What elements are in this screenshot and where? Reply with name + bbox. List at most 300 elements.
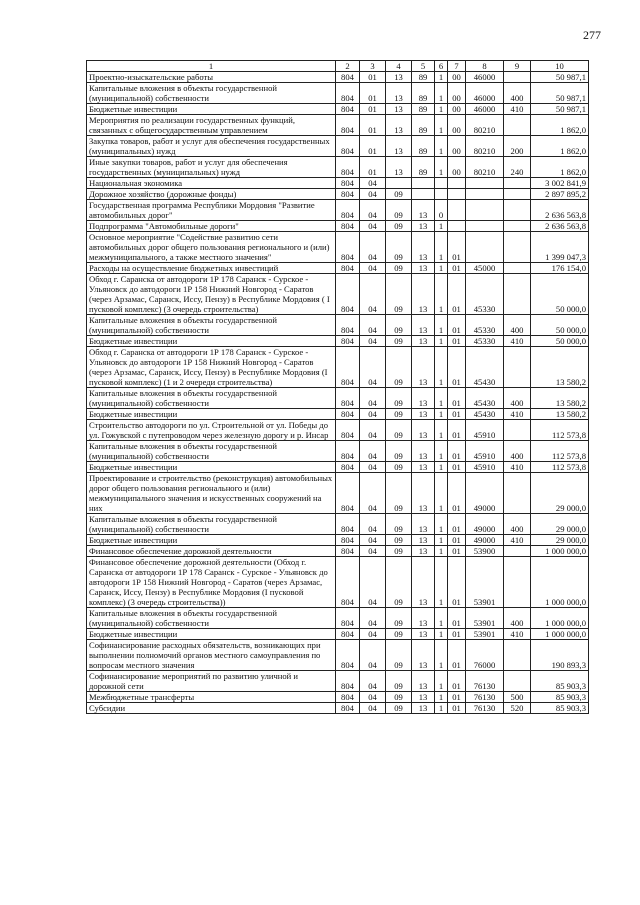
code-program: 13 — [412, 274, 435, 315]
code-subsection: 09 — [386, 692, 412, 703]
amount: 3 002 841,9 — [531, 178, 589, 189]
code-subprogram: 1 — [435, 388, 448, 409]
code-expense-type — [504, 671, 531, 692]
code-expense-type: 410 — [504, 409, 531, 420]
code-subprogram: 1 — [435, 72, 448, 83]
code-direction: 45330 — [466, 315, 504, 336]
amount: 1 862,0 — [531, 136, 589, 157]
code-subsection: 09 — [386, 640, 412, 671]
code-subsection: 09 — [386, 420, 412, 441]
code-ministry: 804 — [336, 83, 360, 104]
code-section: 04 — [360, 640, 386, 671]
code-direction: 45330 — [466, 336, 504, 347]
code-expense-type: 400 — [504, 315, 531, 336]
code-direction: 76130 — [466, 692, 504, 703]
code-subsection: 09 — [386, 462, 412, 473]
code-event — [448, 221, 466, 232]
code-section: 04 — [360, 557, 386, 608]
code-program: 13 — [412, 473, 435, 514]
col-header-4: 4 — [386, 61, 412, 72]
code-event: 01 — [448, 671, 466, 692]
code-direction: 45430 — [466, 409, 504, 420]
code-program: 89 — [412, 157, 435, 178]
code-expense-type: 240 — [504, 157, 531, 178]
code-event: 01 — [448, 692, 466, 703]
row-name: Строительство автодороги по ул. Строительной от ул. Победы до ул. Гожувской с путепроводом через железную дорогу и р. Инсар — [87, 420, 336, 441]
code-event: 00 — [448, 104, 466, 115]
amount: 29 000,0 — [531, 535, 589, 546]
amount: 176 154,0 — [531, 263, 589, 274]
code-subsection: 13 — [386, 136, 412, 157]
table-row — [87, 703, 589, 714]
code-section: 04 — [360, 274, 386, 315]
code-ministry: 804 — [336, 189, 360, 200]
table-row — [87, 671, 589, 692]
code-subsection: 09 — [386, 409, 412, 420]
amount: 50 000,0 — [531, 315, 589, 336]
row-name: Капитальные вложения в объекты государственной (муниципальной) собственности — [87, 83, 336, 104]
row-name: Дорожное хозяйство (дорожные фонды) — [87, 189, 336, 200]
code-program: 13 — [412, 671, 435, 692]
table-row — [87, 546, 589, 557]
code-ministry: 804 — [336, 178, 360, 189]
code-ministry: 804 — [336, 221, 360, 232]
code-subprogram: 1 — [435, 640, 448, 671]
code-subsection: 09 — [386, 535, 412, 546]
amount: 13 580,2 — [531, 347, 589, 388]
code-expense-type — [504, 221, 531, 232]
code-ministry: 804 — [336, 441, 360, 462]
code-section: 04 — [360, 462, 386, 473]
code-subsection: 09 — [386, 473, 412, 514]
header-row — [87, 61, 589, 72]
row-name: Основное мероприятие "Содействие развитию сети автомобильных дорог общего пользования регионального и (или) межмуниципального, а также местного значения" — [87, 232, 336, 263]
code-expense-type — [504, 263, 531, 274]
code-ministry: 804 — [336, 72, 360, 83]
code-expense-type: 400 — [504, 441, 531, 462]
table-row — [87, 104, 589, 115]
code-program: 89 — [412, 115, 435, 136]
table-row — [87, 514, 589, 535]
amount: 112 573,8 — [531, 462, 589, 473]
code-program: 13 — [412, 462, 435, 473]
code-section: 04 — [360, 420, 386, 441]
code-subprogram: 1 — [435, 232, 448, 263]
code-expense-type — [504, 640, 531, 671]
code-section: 04 — [360, 336, 386, 347]
code-program: 13 — [412, 420, 435, 441]
code-ministry: 804 — [336, 200, 360, 221]
code-expense-type — [504, 546, 531, 557]
code-program: 13 — [412, 441, 435, 462]
table-row — [87, 72, 589, 83]
code-subprogram: 1 — [435, 462, 448, 473]
amount: 1 000 000,0 — [531, 608, 589, 629]
code-direction: 53901 — [466, 557, 504, 608]
code-program: 13 — [412, 557, 435, 608]
code-program: 13 — [412, 232, 435, 263]
amount: 29 000,0 — [531, 473, 589, 514]
code-ministry: 804 — [336, 546, 360, 557]
code-event: 01 — [448, 703, 466, 714]
amount: 85 903,3 — [531, 703, 589, 714]
amount: 50 000,0 — [531, 274, 589, 315]
code-subsection: 09 — [386, 274, 412, 315]
table-row — [87, 535, 589, 546]
code-ministry: 804 — [336, 462, 360, 473]
code-event — [448, 200, 466, 221]
row-name: Бюджетные инвестиции — [87, 629, 336, 640]
code-program: 89 — [412, 83, 435, 104]
code-subprogram: 1 — [435, 535, 448, 546]
code-program: 89 — [412, 104, 435, 115]
code-ministry: 804 — [336, 104, 360, 115]
code-ministry: 804 — [336, 136, 360, 157]
table-row — [87, 136, 589, 157]
code-subsection: 09 — [386, 671, 412, 692]
row-name: Софинансирование расходных обязательств, возникающих при выполнении полномочий органов местного самоуправления по вопросам местного значения — [87, 640, 336, 671]
row-name: Расходы на осуществление бюджетных инвестиций — [87, 263, 336, 274]
code-expense-type: 400 — [504, 514, 531, 535]
code-expense-type — [504, 557, 531, 608]
row-name: Межбюджетные трансферты — [87, 692, 336, 703]
code-program: 13 — [412, 388, 435, 409]
code-section: 04 — [360, 178, 386, 189]
code-subprogram: 1 — [435, 315, 448, 336]
code-section: 04 — [360, 409, 386, 420]
row-name: Государственная программа Республики Мордовия "Развитие автомобильных дорог" — [87, 200, 336, 221]
code-subprogram: 1 — [435, 104, 448, 115]
amount: 1 399 047,3 — [531, 232, 589, 263]
col-header-5: 5 — [412, 61, 435, 72]
code-ministry: 804 — [336, 671, 360, 692]
code-expense-type — [504, 274, 531, 315]
code-section: 04 — [360, 473, 386, 514]
code-subprogram — [435, 178, 448, 189]
code-section: 04 — [360, 347, 386, 388]
code-section: 04 — [360, 608, 386, 629]
code-subprogram: 1 — [435, 546, 448, 557]
code-program: 13 — [412, 200, 435, 221]
code-program: 13 — [412, 514, 435, 535]
code-direction — [466, 221, 504, 232]
code-direction — [466, 178, 504, 189]
code-subprogram: 1 — [435, 420, 448, 441]
code-expense-type — [504, 473, 531, 514]
col-header-10: 10 — [531, 61, 589, 72]
code-event: 01 — [448, 232, 466, 263]
code-expense-type — [504, 115, 531, 136]
code-ministry: 804 — [336, 347, 360, 388]
code-ministry: 804 — [336, 315, 360, 336]
row-name: Капитальные вложения в объекты государственной (муниципальной) собственности — [87, 608, 336, 629]
code-event: 01 — [448, 640, 466, 671]
code-subprogram: 1 — [435, 263, 448, 274]
code-ministry: 804 — [336, 692, 360, 703]
code-program: 89 — [412, 136, 435, 157]
code-subsection: 09 — [386, 336, 412, 347]
code-subsection: 09 — [386, 546, 412, 557]
code-direction: 45910 — [466, 462, 504, 473]
code-section: 04 — [360, 441, 386, 462]
code-direction: 46000 — [466, 83, 504, 104]
code-direction: 53900 — [466, 546, 504, 557]
table-row — [87, 157, 589, 178]
code-expense-type: 520 — [504, 703, 531, 714]
code-direction: 53901 — [466, 629, 504, 640]
code-ministry: 804 — [336, 232, 360, 263]
code-ministry: 804 — [336, 535, 360, 546]
code-ministry: 804 — [336, 608, 360, 629]
table-body — [87, 72, 589, 714]
code-event: 01 — [448, 347, 466, 388]
code-expense-type: 400 — [504, 83, 531, 104]
col-header-8: 8 — [466, 61, 504, 72]
code-direction — [466, 200, 504, 221]
code-ministry: 804 — [336, 388, 360, 409]
code-subsection: 09 — [386, 441, 412, 462]
table-row — [87, 200, 589, 221]
code-expense-type: 500 — [504, 692, 531, 703]
code-program: 13 — [412, 263, 435, 274]
code-expense-type: 400 — [504, 388, 531, 409]
page-number: 277 — [583, 28, 601, 42]
col-header-6: 6 — [435, 61, 448, 72]
row-name: Финансовое обеспечение дорожной деятельности (Обход г. Саранска от автодороги 1Р 178 Саранск - Сурское - Ульяновск до автодороги 1Р 158 Нижний Новгород - Саратов (через Арзамас, Саранск, Иссу, Пензу) в Республике Мордовия (I пусковой комплекс) (3 очередь строительства)) — [87, 557, 336, 608]
row-name: Проектирование и строительство (реконструкция) автомобильных дорог общего пользования регионального и (или) межмуниципального значения и искусственных сооружений на них — [87, 473, 336, 514]
amount: 2 897 895,2 — [531, 189, 589, 200]
amount: 1 862,0 — [531, 157, 589, 178]
row-name: Проектно-изыскательские работы — [87, 72, 336, 83]
code-program: 13 — [412, 629, 435, 640]
code-event: 00 — [448, 72, 466, 83]
code-expense-type — [504, 189, 531, 200]
row-name: Капитальные вложения в объекты государственной (муниципальной) собственности — [87, 514, 336, 535]
code-direction: 80210 — [466, 136, 504, 157]
code-subsection: 09 — [386, 514, 412, 535]
code-subprogram: 1 — [435, 347, 448, 388]
code-section: 04 — [360, 200, 386, 221]
amount: 1 862,0 — [531, 115, 589, 136]
table-row — [87, 557, 589, 608]
row-name: Национальная экономика — [87, 178, 336, 189]
code-event: 01 — [448, 629, 466, 640]
code-event: 00 — [448, 136, 466, 157]
code-direction: 45430 — [466, 347, 504, 388]
code-subsection: 13 — [386, 72, 412, 83]
code-section: 04 — [360, 703, 386, 714]
table-row — [87, 263, 589, 274]
code-ministry: 804 — [336, 557, 360, 608]
code-event: 01 — [448, 336, 466, 347]
code-direction: 76000 — [466, 640, 504, 671]
code-expense-type — [504, 420, 531, 441]
code-direction: 45330 — [466, 274, 504, 315]
code-expense-type: 410 — [504, 104, 531, 115]
code-expense-type — [504, 178, 531, 189]
amount: 2 636 563,8 — [531, 221, 589, 232]
table-row — [87, 409, 589, 420]
amount: 50 987,1 — [531, 104, 589, 115]
row-name: Обход г. Саранска от автодороги 1Р 178 Саранск - Сурское - Ульяновск до автодороги 1Р 158 Нижний Новгород - Саратов (через Арзамас, Саранск, Иссу, Пензу) в Республике Мордовия (I пусковой комплекс) (1 и 2 очереди строительства) — [87, 347, 336, 388]
code-program — [412, 189, 435, 200]
table-row — [87, 692, 589, 703]
code-program: 13 — [412, 546, 435, 557]
code-event: 01 — [448, 462, 466, 473]
row-name: Закупка товаров, работ и услуг для обеспечения государственных (муниципальных) нужд — [87, 136, 336, 157]
budget-table — [86, 60, 589, 714]
code-subsection — [386, 178, 412, 189]
code-subsection: 09 — [386, 232, 412, 263]
code-direction: 49000 — [466, 535, 504, 546]
code-program: 13 — [412, 336, 435, 347]
table-row — [87, 189, 589, 200]
code-program: 13 — [412, 221, 435, 232]
code-expense-type: 400 — [504, 608, 531, 629]
code-subsection: 09 — [386, 315, 412, 336]
col-header-2: 2 — [336, 61, 360, 72]
code-subsection: 09 — [386, 263, 412, 274]
col-header-7: 7 — [448, 61, 466, 72]
col-header-3: 3 — [360, 61, 386, 72]
code-subprogram: 1 — [435, 115, 448, 136]
table-row — [87, 629, 589, 640]
code-event: 01 — [448, 473, 466, 514]
code-event: 01 — [448, 409, 466, 420]
code-subsection: 09 — [386, 557, 412, 608]
amount: 112 573,8 — [531, 420, 589, 441]
code-section: 01 — [360, 115, 386, 136]
code-ministry: 804 — [336, 640, 360, 671]
code-subsection: 09 — [386, 221, 412, 232]
code-program: 13 — [412, 347, 435, 388]
code-expense-type: 410 — [504, 629, 531, 640]
code-subsection: 09 — [386, 703, 412, 714]
code-subprogram: 1 — [435, 514, 448, 535]
code-program: 13 — [412, 409, 435, 420]
amount: 50 000,0 — [531, 336, 589, 347]
code-section: 04 — [360, 221, 386, 232]
code-section: 04 — [360, 629, 386, 640]
code-direction: 80210 — [466, 115, 504, 136]
code-direction: 45000 — [466, 263, 504, 274]
code-direction: 46000 — [466, 72, 504, 83]
table-row — [87, 221, 589, 232]
code-ministry: 804 — [336, 157, 360, 178]
code-expense-type: 200 — [504, 136, 531, 157]
code-event: 01 — [448, 315, 466, 336]
table-row — [87, 336, 589, 347]
table-row — [87, 608, 589, 629]
table-row — [87, 441, 589, 462]
code-event: 01 — [448, 274, 466, 315]
table-row — [87, 388, 589, 409]
code-subsection: 13 — [386, 157, 412, 178]
code-subprogram: 1 — [435, 274, 448, 315]
table-row — [87, 347, 589, 388]
amount: 13 580,2 — [531, 409, 589, 420]
amount: 1 000 000,0 — [531, 557, 589, 608]
code-program — [412, 178, 435, 189]
code-ministry: 804 — [336, 473, 360, 514]
code-program: 13 — [412, 640, 435, 671]
code-section: 01 — [360, 104, 386, 115]
amount: 29 000,0 — [531, 514, 589, 535]
code-program: 89 — [412, 72, 435, 83]
amount: 50 987,1 — [531, 83, 589, 104]
code-event: 00 — [448, 157, 466, 178]
code-ministry: 804 — [336, 514, 360, 535]
code-subprogram: 1 — [435, 692, 448, 703]
row-name: Капитальные вложения в объекты государственной (муниципальной) собственности — [87, 441, 336, 462]
code-subprogram — [435, 189, 448, 200]
row-name: Мероприятия по реализации государственных функций, связанных с общегосударственным управлением — [87, 115, 336, 136]
table-row — [87, 115, 589, 136]
row-name: Бюджетные инвестиции — [87, 336, 336, 347]
code-section: 01 — [360, 136, 386, 157]
table-row — [87, 178, 589, 189]
code-subprogram: 1 — [435, 157, 448, 178]
code-ministry: 804 — [336, 629, 360, 640]
code-expense-type: 410 — [504, 535, 531, 546]
amount: 112 573,8 — [531, 441, 589, 462]
code-subsection: 09 — [386, 608, 412, 629]
amount: 13 580,2 — [531, 388, 589, 409]
code-direction: 45910 — [466, 441, 504, 462]
code-program: 13 — [412, 535, 435, 546]
row-name: Обход г. Саранска от автодороги 1Р 178 Саранск - Сурское - Ульяновск до автодороги 1Р 158 Нижний Новгород - Саратов (через Арзамас, Саранск, Иссу, Пензу) в Республике Мордовия ( I пусковой комплекс) (3 очередь строительства) — [87, 274, 336, 315]
code-expense-type — [504, 72, 531, 83]
row-name: Подпрограмма "Автомобильные дороги" — [87, 221, 336, 232]
code-event: 01 — [448, 557, 466, 608]
code-expense-type — [504, 200, 531, 221]
row-name: Капитальные вложения в объекты государственной (муниципальной) собственности — [87, 315, 336, 336]
code-section: 04 — [360, 692, 386, 703]
row-name: Бюджетные инвестиции — [87, 462, 336, 473]
amount: 2 636 563,8 — [531, 200, 589, 221]
row-name: Бюджетные инвестиции — [87, 104, 336, 115]
table-row — [87, 315, 589, 336]
code-event: 01 — [448, 514, 466, 535]
code-ministry: 804 — [336, 263, 360, 274]
code-direction: 76130 — [466, 703, 504, 714]
table-row — [87, 473, 589, 514]
code-event: 01 — [448, 608, 466, 629]
code-direction: 46000 — [466, 104, 504, 115]
code-subsection: 13 — [386, 83, 412, 104]
code-subprogram: 0 — [435, 200, 448, 221]
code-section: 04 — [360, 232, 386, 263]
code-subsection: 13 — [386, 104, 412, 115]
code-subprogram: 1 — [435, 629, 448, 640]
code-subprogram: 1 — [435, 703, 448, 714]
amount: 85 903,3 — [531, 671, 589, 692]
code-event: 01 — [448, 441, 466, 462]
table-row — [87, 83, 589, 104]
code-direction — [466, 232, 504, 263]
amount: 50 987,1 — [531, 72, 589, 83]
code-expense-type: 410 — [504, 336, 531, 347]
code-ministry: 804 — [336, 274, 360, 315]
code-subsection: 09 — [386, 200, 412, 221]
code-subprogram: 1 — [435, 409, 448, 420]
code-section: 04 — [360, 535, 386, 546]
table-row — [87, 232, 589, 263]
code-subprogram: 1 — [435, 441, 448, 462]
code-subprogram: 1 — [435, 671, 448, 692]
amount: 1 000 000,0 — [531, 629, 589, 640]
code-section: 04 — [360, 388, 386, 409]
